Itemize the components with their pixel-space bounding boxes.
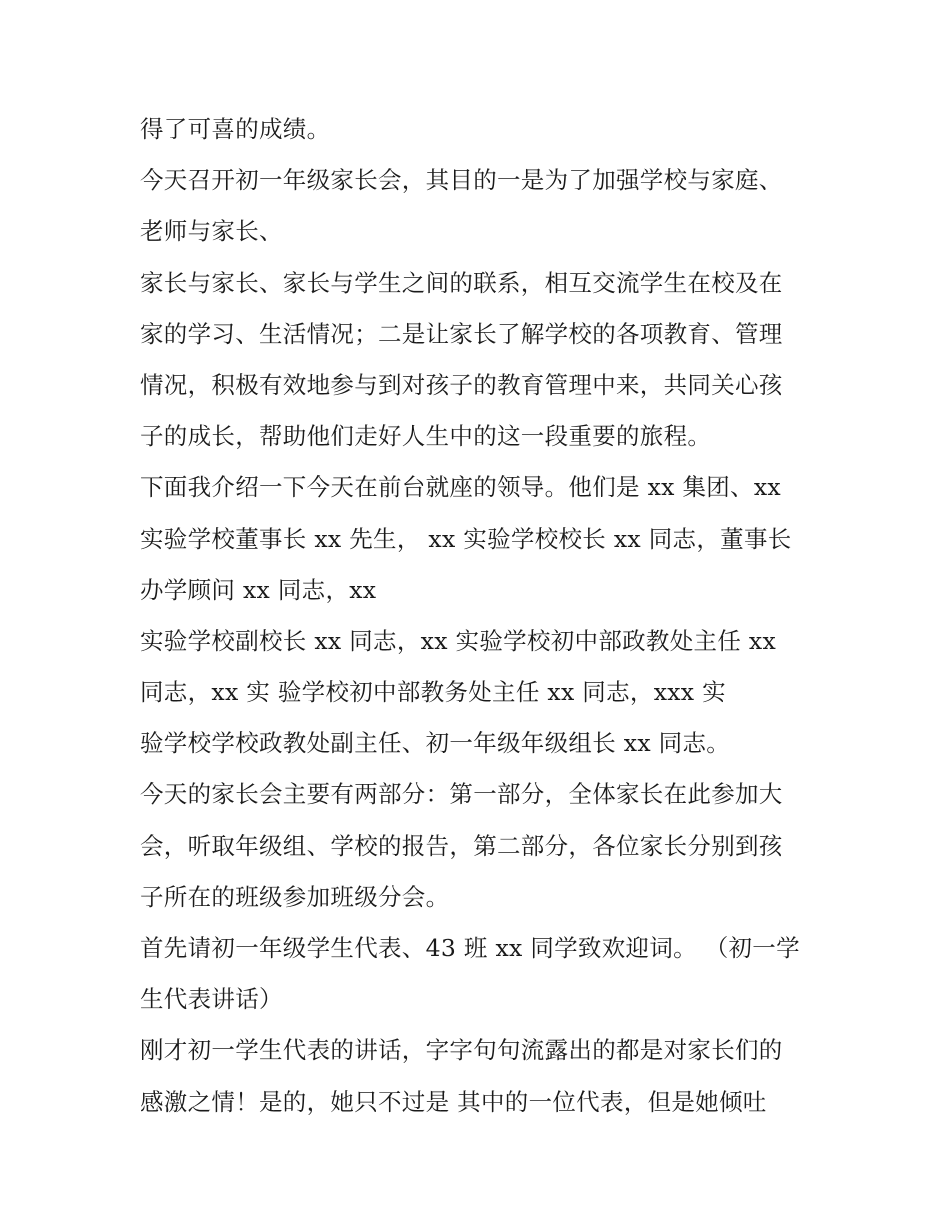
text-line: 实验学校董事长 xx 先生， xx 实验学校校长 xx 同志，董事长	[140, 524, 792, 553]
text-line: 今天的家长会主要有两部分：第一部分，全体家长在此参加大	[140, 780, 783, 809]
text-line: 今天召开初一年级家长会，其目的一是为了加强学校与家庭、	[140, 166, 783, 195]
text-line: 子所在的班级参加班级分会。	[140, 882, 450, 911]
text-line: 老师与家长、	[140, 217, 283, 246]
text-line: 生代表讲话）	[140, 985, 283, 1014]
text-line: 情况，积极有效地参与到对孩子的教育管理中来，共同关心孩	[140, 370, 783, 399]
text-line: 家的学习、生活情况；二是让家长了解学校的各项教育、管理	[140, 319, 783, 348]
text-line: 会，听取年级组、学校的报告，第二部分，各位家长分别到孩	[140, 831, 783, 860]
text-line: 验学校学校政教处副主任、初一年级年级组长 xx 同志。	[140, 729, 731, 758]
text-line: 办学顾问 xx 同志，xx	[140, 575, 377, 604]
document-body	[140, 104, 830, 1128]
text-line: 得了可喜的成绩。	[140, 115, 331, 143]
text-line: 实验学校副校长 xx 同志，xx 实验学校初中部政教处主任 xx	[140, 626, 776, 655]
text-line: 下面我介绍一下今天在前台就座的领导。他们是 xx 集团、xx	[140, 473, 781, 502]
text-line: 同志，xx 实 验学校初中部教务处主任 xx 同志，xxx 实	[140, 678, 726, 707]
text-line: 子的成长，帮助他们走好人生中的这一段重要的旅程。	[140, 422, 712, 451]
text-line: 感激之情！是的，她只不过是 其中的一位代表，但是她倾吐	[140, 1087, 767, 1116]
text-line: 首先请初一年级学生代表、43 班 xx 同学致欢迎词。 （初一学	[140, 934, 800, 962]
text-line: 刚才初一学生代表的讲话，字字句句流露出的都是对家长们的	[140, 1036, 783, 1065]
text-line: 家长与家长、家长与学生之间的联系，相互交流学生在校及在	[140, 268, 783, 297]
